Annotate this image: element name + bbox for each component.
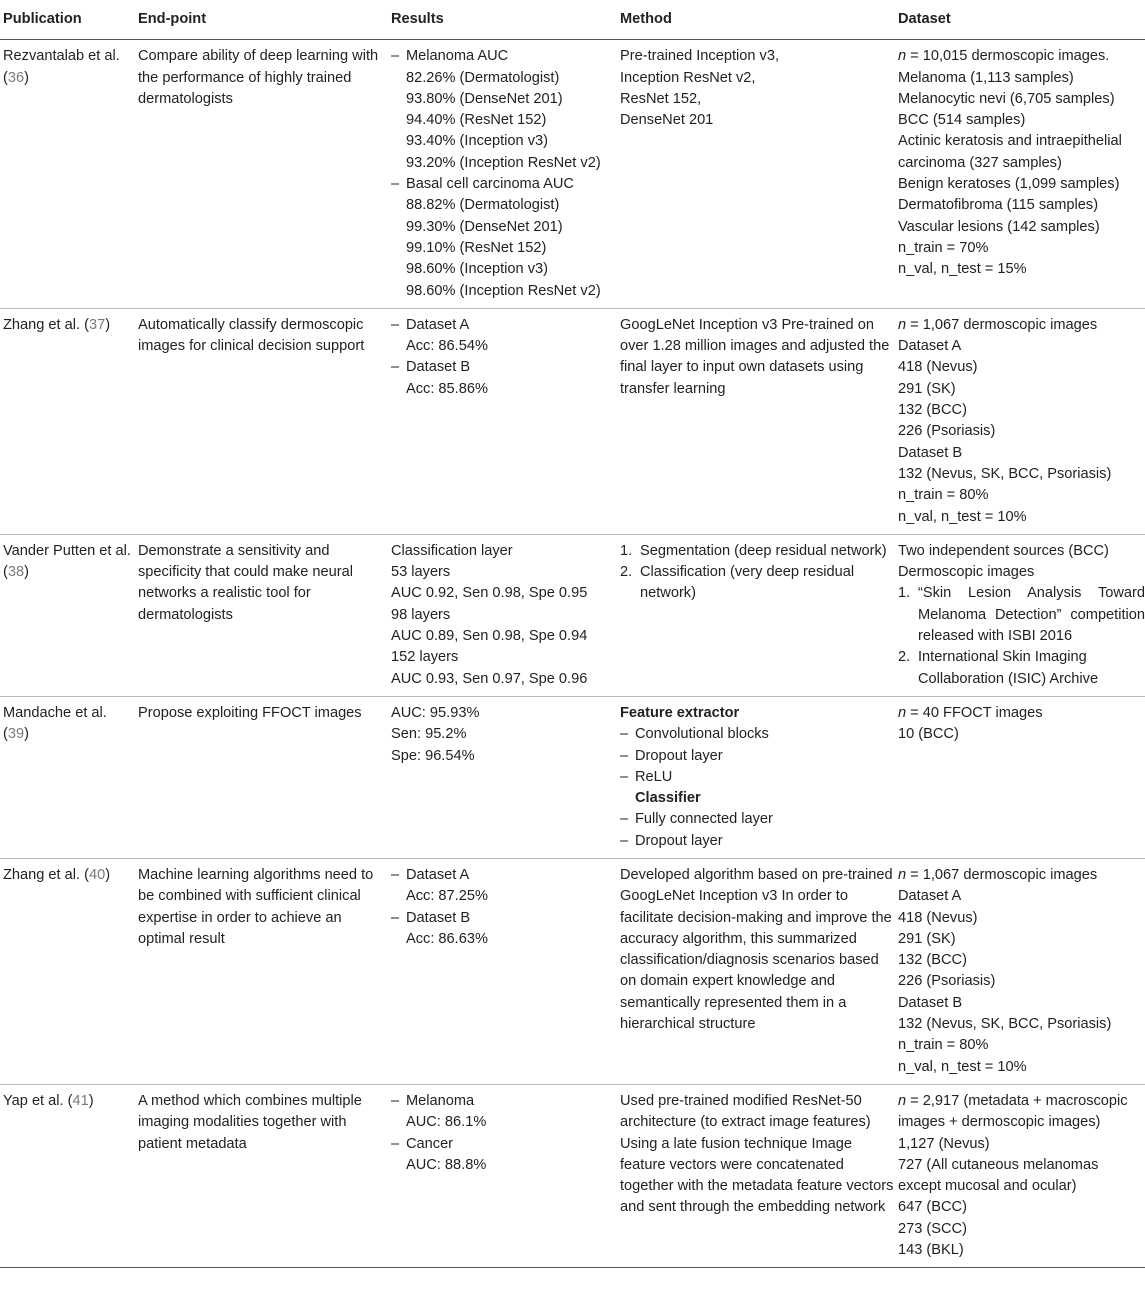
result-line: 93.40% (Inception v3) [406, 133, 548, 150]
n-symbol: n [898, 1092, 907, 1109]
result-line: Sen: 95.2% [391, 726, 467, 743]
publication-name: Mandache et al. [3, 704, 107, 721]
n-symbol: n [898, 316, 907, 333]
dataset-line: 291 (SK) [898, 930, 956, 947]
header-row [0, 0, 1145, 40]
header-method: Method [616, 0, 894, 40]
dataset-line: 10 (BCC) [898, 726, 959, 743]
header-dataset: Dataset [894, 0, 1145, 40]
method-cell [616, 40, 894, 309]
dataset-line: Dataset A [898, 338, 962, 355]
result-line: Classification layer [391, 542, 513, 559]
header-end-point: End-point [134, 0, 387, 40]
publication-name: Yap et al. [3, 1092, 64, 1109]
publication-cell: Mandache et al. (39) [0, 696, 134, 858]
dataset-line: 132 (Nevus, SK, BCC, Psoriasis) [898, 1016, 1112, 1033]
dataset-line: 418 (Nevus) [898, 909, 978, 926]
dataset-total: = 2,917 (metadata + macroscopic images + dermoscopic images) [898, 1092, 1128, 1131]
dataset-line: 132 (Nevus, SK, BCC, Psoriasis) [898, 465, 1112, 482]
result-heading: Cancer [406, 1135, 454, 1152]
method-line: Pre-trained Inception v3, [620, 48, 779, 65]
table-row [0, 40, 1145, 309]
result-line: Acc: 86.63% [406, 930, 488, 947]
dataset-line: Dataset B [898, 994, 963, 1011]
method-item: Dropout layer [635, 747, 723, 764]
dash-glyph: – [620, 768, 629, 785]
dataset-line: 418 (Nevus) [898, 359, 978, 376]
result-line: 82.26% (Dermatologist) [406, 69, 560, 86]
publication-cell: Zhang et al. (37) [0, 308, 134, 534]
result-line: Acc: 85.86% [406, 380, 488, 397]
method-cell [616, 534, 894, 696]
method-item: Classification (very deep residual network) [640, 564, 855, 602]
publication-name: Zhang et al. [3, 316, 81, 333]
dataset-total: = 10,015 dermoscopic images. [906, 48, 1110, 65]
dataset-line: n_val, n_test = 10% [898, 1058, 1027, 1075]
method-cell: Developed algorithm based on pre-trained GoogLeNet Inception v3 In order to facilitate decision-making and improve the accuracy algorithm, this summarized classification/diagnosis scenarios based on domain expert knowledge and semantically represented them in a hierarchical structure [616, 858, 894, 1084]
n-symbol: n [898, 866, 907, 883]
dataset-cell [894, 858, 1145, 1084]
dataset-line: n_train = 80% [898, 1037, 989, 1054]
result-line: Acc: 87.25% [406, 888, 488, 905]
method-item: Convolutional blocks [635, 726, 769, 743]
result-heading: Dataset B [406, 909, 471, 926]
publication-name: Vander Putten et al. [3, 542, 131, 559]
result-line: AUC: 86.1% [406, 1114, 487, 1131]
dataset-line: Dataset B [898, 444, 963, 461]
reference-number: 41 [72, 1092, 89, 1109]
n-symbol: n [898, 48, 907, 65]
result-heading: Melanoma AUC [406, 48, 509, 65]
publication-cell: Zhang et al. (40) [0, 858, 134, 1084]
endpoint-cell: Propose exploiting FFOCT images [134, 696, 387, 858]
table-row [0, 858, 1145, 1084]
dash-glyph: – [620, 811, 629, 828]
result-line: 98 layers [391, 606, 451, 623]
results-cell [387, 40, 616, 309]
dash-glyph: – [620, 726, 629, 743]
endpoint-cell: Machine learning algorithms need to be combined with sufficient clinical expertise in order to achieve an optimal result [134, 858, 387, 1084]
result-line: Acc: 86.54% [406, 338, 488, 355]
reference-number: 36 [7, 69, 25, 86]
endpoint-cell: Demonstrate a sensitivity and specificity that could make neural networks a realistic tool for dermatologists [134, 534, 387, 696]
result-line: 99.10% (ResNet 152) [406, 239, 547, 256]
dash-glyph: – [391, 176, 400, 193]
result-line: AUC 0.92, Sen 0.98, Spe 0.95 [391, 585, 588, 602]
result-line: 98.60% (Inception v3) [406, 261, 548, 278]
dataset-total: = 1,067 dermoscopic images [906, 316, 1098, 333]
method-subheading: Classifier [635, 790, 701, 807]
results-cell [387, 696, 616, 858]
result-line: 94.40% (ResNet 152) [406, 112, 547, 129]
dataset-line: 1,127 (Nevus) [898, 1135, 990, 1152]
dataset-line: 143 (BKL) [898, 1242, 964, 1259]
result-line: 152 layers [391, 649, 459, 666]
dash-glyph: – [620, 747, 629, 764]
dataset-intro: Two independent sources (BCC) Dermoscopic images [898, 542, 1109, 581]
dash-glyph: – [391, 1135, 400, 1152]
result-heading: Basal cell carcinoma AUC [406, 176, 574, 193]
dataset-line: 727 (All cutaneous melanomas except mucosal and ocular) [898, 1156, 1099, 1195]
method-item: ReLU [635, 768, 673, 785]
results-cell [387, 534, 616, 696]
table-row [0, 696, 1145, 858]
dataset-line: Dataset A [898, 888, 962, 905]
dataset-cell [894, 1084, 1145, 1267]
table-row [0, 1084, 1145, 1267]
item-number: 2. [898, 649, 911, 666]
dataset-item: “Skin Lesion Analysis Toward Melanoma Detection” competition released with ISBI 2016 [918, 585, 1145, 645]
dash-glyph: – [391, 359, 400, 376]
header-publication: Publication [0, 0, 134, 40]
result-line: AUC 0.93, Sen 0.97, Spe 0.96 [391, 670, 588, 687]
result-line: 99.30% (DenseNet 201) [406, 218, 563, 235]
endpoint-cell: A method which combines multiple imaging modalities together with patient metadata [134, 1084, 387, 1267]
publication-name: Zhang et al. [3, 866, 81, 883]
dataset-line: Vascular lesions (142 samples) [898, 218, 1100, 235]
method-line: ResNet 152, [620, 90, 702, 107]
dataset-line: Dermatofibroma (115 samples) [898, 197, 1099, 214]
dataset-line: BCC (514 samples) [898, 112, 1026, 129]
publication-cell: Vander Putten et al. (38) [0, 534, 134, 696]
result-line: 93.20% (Inception ResNet v2) [406, 154, 601, 171]
results-cell [387, 1084, 616, 1267]
method-cell [616, 696, 894, 858]
dataset-cell [894, 696, 1145, 858]
dataset-cell [894, 308, 1145, 534]
result-heading: Dataset A [406, 866, 470, 883]
reference-number: 37 [89, 316, 106, 333]
results-cell [387, 308, 616, 534]
item-number: 1. [620, 542, 633, 559]
dataset-line: 226 (Psoriasis) [898, 423, 996, 440]
dataset-line: 291 (SK) [898, 380, 956, 397]
dataset-line: 647 (BCC) [898, 1199, 967, 1216]
publication-name: Rezvantalab et al. [3, 48, 120, 65]
method-item: Fully connected layer [635, 811, 773, 828]
result-line: 53 layers [391, 564, 451, 581]
dataset-line: 132 (BCC) [898, 402, 967, 419]
result-line: AUC: 88.8% [406, 1156, 487, 1173]
method-line: Inception ResNet v2, [620, 69, 756, 86]
method-subheading: Feature extractor [620, 704, 740, 721]
dataset-line: 132 (BCC) [898, 952, 967, 969]
publication-cell: Yap et al. (41) [0, 1084, 134, 1267]
result-heading: Dataset B [406, 359, 471, 376]
dash-glyph: – [391, 909, 400, 926]
method-item: Segmentation (deep residual network) [640, 542, 887, 559]
result-heading: Melanoma [406, 1092, 475, 1109]
dataset-line: Melanocytic nevi (6,705 samples) [898, 90, 1115, 107]
header-results: Results [387, 0, 616, 40]
dataset-line: n_train = 80% [898, 487, 989, 504]
dash-glyph: – [391, 316, 400, 333]
dataset-line: n_train = 70% [898, 239, 989, 256]
reference-number: 39 [7, 726, 25, 743]
dash-glyph: – [391, 48, 400, 65]
dataset-line: Benign keratoses (1,099 samples) [898, 176, 1120, 193]
method-cell: Used pre-trained modified ResNet-50 architecture (to extract image features) Using a late fusion technique Image feature vectors were concatenated together with the metadata feature vectors and sent through the embedding network [616, 1084, 894, 1267]
n-symbol: n [898, 704, 907, 721]
item-number: 2. [620, 564, 633, 581]
dataset-line: n_val, n_test = 10% [898, 508, 1027, 525]
reference-number: 40 [89, 866, 106, 883]
dataset-line: 226 (Psoriasis) [898, 973, 996, 990]
result-line: 88.82% (Dermatologist) [406, 197, 560, 214]
dataset-line: n_val, n_test = 15% [898, 261, 1027, 278]
result-line: Spe: 96.54% [391, 747, 475, 764]
endpoint-cell: Automatically classify dermoscopic images for clinical decision support [134, 308, 387, 534]
item-number: 1. [898, 585, 911, 602]
dataset-total: = 40 FFOCT images [906, 704, 1043, 721]
dataset-item: International Skin Imaging Collaboration (ISIC) Archive [918, 649, 1099, 687]
method-line: DenseNet 201 [620, 112, 714, 129]
dataset-cell [894, 40, 1145, 309]
result-line: 98.60% (Inception ResNet v2) [406, 282, 601, 299]
results-cell [387, 858, 616, 1084]
method-item: Dropout layer [635, 832, 723, 849]
result-line: AUC 0.89, Sen 0.98, Spe 0.94 [391, 628, 588, 645]
table-row [0, 534, 1145, 696]
result-heading: Dataset A [406, 316, 470, 333]
publication-cell: Rezvantalab et al. (36) [0, 40, 134, 309]
result-line: 93.80% (DenseNet 201) [406, 90, 563, 107]
reference-number: 38 [7, 564, 25, 581]
dataset-line: 273 (SCC) [898, 1220, 967, 1237]
dash-glyph: – [391, 866, 400, 883]
table-row [0, 308, 1145, 534]
endpoint-cell: Compare ability of deep learning with the performance of highly trained dermatologists [134, 40, 387, 309]
dataset-line: Actinic keratosis and intraepithelial carcinoma (327 samples) [898, 133, 1122, 171]
dataset-line: Melanoma (1,113 samples) [898, 69, 1074, 86]
method-cell: GoogLeNet Inception v3 Pre-trained on over 1.28 million images and adjusted the final layer to input own datasets using transfer learning [616, 308, 894, 534]
dataset-cell [894, 534, 1145, 696]
result-line: AUC: 95.93% [391, 704, 480, 721]
dataset-total: = 1,067 dermoscopic images [906, 866, 1098, 883]
dash-glyph: – [391, 1092, 400, 1109]
dash-glyph: – [620, 832, 629, 849]
